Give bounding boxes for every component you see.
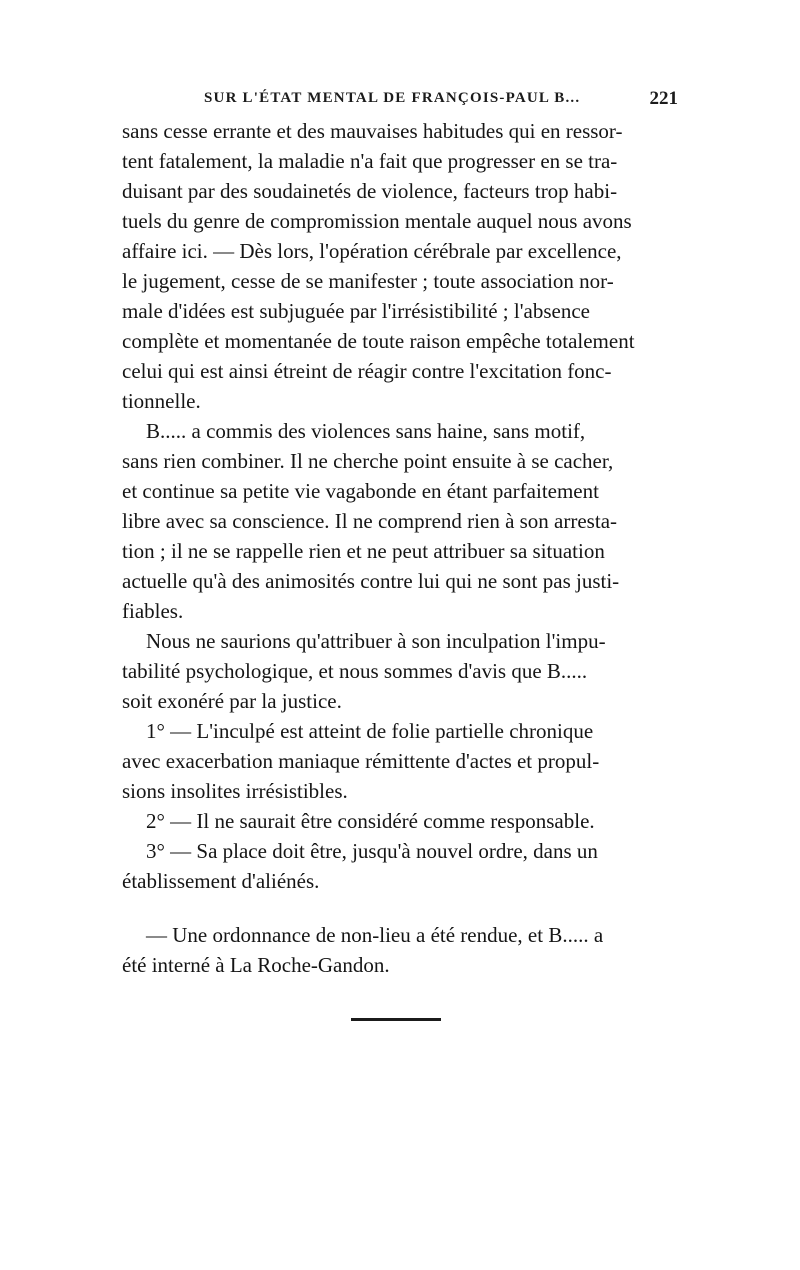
text-line: soit exonéré par la justice. [122, 689, 342, 713]
text-line: le jugement, cesse de se manifester ; toute association nor- [122, 269, 614, 293]
text-line: 1° — L'inculpé est atteint de folie partielle chronique [146, 719, 594, 743]
paragraph-gap [122, 896, 677, 920]
text-line: 3° — Sa place doit être, jusqu'à nouvel ordre, dans un [146, 839, 598, 863]
text-line: Nous ne saurions qu'attribuer à son inculpation l'impu- [146, 629, 606, 653]
text-line: établissement d'aliénés. [122, 869, 320, 893]
text-line: complète et momentanée de toute raison empêche totalement [122, 329, 635, 353]
text-line: — Une ordonnance de non-lieu a été rendue, et B..... a [146, 923, 604, 947]
text-line: male d'idées est subjuguée par l'irrésistibilité ; l'absence [122, 299, 590, 323]
text-line: 2° — Il ne saurait être considéré comme responsable. [146, 809, 595, 833]
closing-rule [351, 1018, 441, 1021]
page-number: 221 [649, 88, 678, 109]
running-title: SUR L'ÉTAT MENTAL DE FRANÇOIS-PAUL B... [204, 90, 581, 106]
text-line: libre avec sa conscience. Il ne comprend rien à son arresta- [122, 509, 618, 533]
text-line: et continue sa petite vie vagabonde en étant parfaitement [122, 479, 599, 503]
text-line: affaire ici. — Dès lors, l'opération cérébrale par excellence, [122, 239, 622, 263]
text-line: été interné à La Roche-Gandon. [122, 953, 390, 977]
text-line: sans cesse errante et des mauvaises habitudes qui en ressor- [122, 119, 623, 143]
text-line: fiables. [122, 599, 184, 623]
text-line: sans rien combiner. Il ne cherche point ensuite à se cacher, [122, 449, 614, 473]
text-line: tionnelle. [122, 389, 201, 413]
text-line: sions insolites irrésistibles. [122, 779, 348, 803]
body-text [122, 116, 677, 980]
text-line: tion ; il ne se rappelle rien et ne peut attribuer sa situation [122, 539, 605, 563]
text-line: celui qui est ainsi étreint de réagir contre l'excitation fonc- [122, 359, 612, 383]
text-line: avec exacerbation maniaque rémittente d'actes et propul- [122, 749, 600, 773]
text-line: tabilité psychologique, et nous sommes d'avis que B..... [122, 659, 588, 683]
text-line: B..... a commis des violences sans haine, sans motif, [146, 419, 586, 443]
text-line: tent fatalement, la maladie n'a fait que progresser en se tra- [122, 149, 618, 173]
text-line: actuelle qu'à des animosités contre lui qui ne sont pas justi- [122, 569, 620, 593]
text-line: tuels du genre de compromission mentale auquel nous avons [122, 209, 632, 233]
text-line: duisant par des soudainetés de violence, facteurs trop habi- [122, 179, 618, 203]
